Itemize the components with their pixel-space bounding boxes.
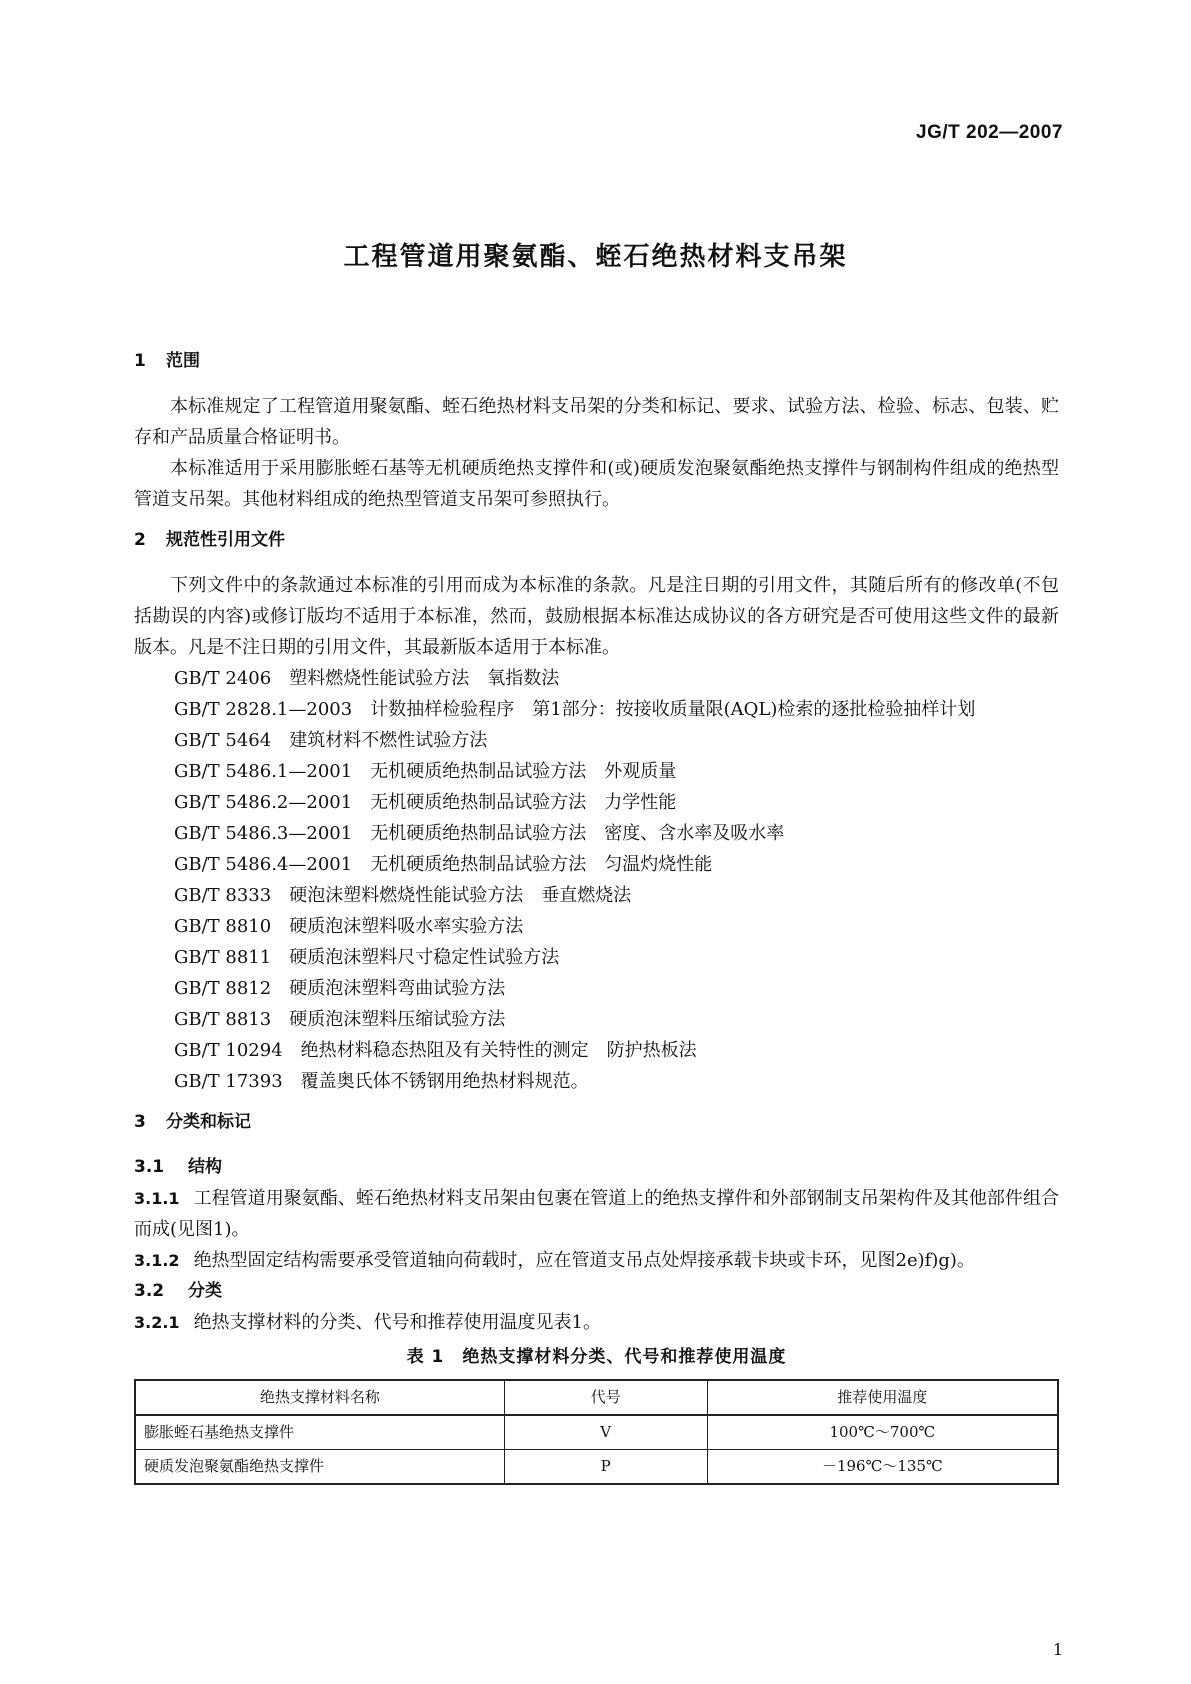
reference-title: 建筑材料不燃性试验方法	[289, 730, 488, 751]
page-number: 1	[1052, 1640, 1063, 1659]
section-title: 范围	[166, 351, 200, 371]
clause-text: 绝热支撑材料的分类、代号和推荐使用温度见表1。	[193, 1312, 602, 1333]
table-cell: 硬质发泡聚氨酯绝热支撑件	[135, 1450, 504, 1485]
reference-code: GB/T 10294	[174, 1040, 283, 1061]
reference-item	[134, 849, 1059, 880]
reference-item	[134, 787, 1059, 818]
clause-number: 3.2.1	[134, 1313, 180, 1332]
table-1	[134, 1379, 1059, 1485]
table-cell: －196℃～135℃	[707, 1450, 1058, 1485]
reference-code: GB/T 2828.1—2003	[174, 699, 353, 720]
clause-number: 3.1.2	[134, 1251, 180, 1270]
subsection-title: 分类	[188, 1281, 222, 1301]
reference-code: GB/T 8811	[174, 947, 272, 968]
document-body	[134, 346, 1059, 1485]
reference-item	[134, 1004, 1059, 1035]
reference-code: GB/T 8810	[174, 916, 272, 937]
reference-code: GB/T 8812	[174, 978, 272, 999]
scope-paragraph-2: 本标准适用于采用膨胀蛭石基等无机硬质绝热支撑件和(或)硬质发泡聚氨酯绝热支撑件与钢制构件组成的绝热型管道支吊架。其他材料组成的绝热型管道支吊架可参照执行。	[134, 458, 1059, 510]
clause-text: 绝热型固定结构需要承受管道轴向荷载时，应在管道支吊点处焊接承载卡块或卡环，见图2e)f)g)。	[193, 1250, 975, 1271]
reference-title: 塑料燃烧性能试验方法	[289, 668, 470, 689]
reference-title: 硬质泡沫塑料压缩试验方法	[289, 1009, 506, 1030]
reference-subtitle: 氧指数法	[487, 668, 560, 689]
table-header-row	[135, 1380, 1058, 1415]
reference-list	[134, 663, 1059, 1097]
reference-item	[134, 818, 1059, 849]
section-title: 分类和标记	[166, 1112, 251, 1132]
reference-code: GB/T 8333	[174, 885, 272, 906]
reference-code: GB/T 5486.4—2001	[174, 854, 353, 875]
reference-title: 无机硬质绝热制品试验方法	[370, 854, 587, 875]
reference-title: 无机硬质绝热制品试验方法	[370, 761, 587, 782]
reference-code: GB/T 5486.2—2001	[174, 792, 353, 813]
reference-item	[134, 973, 1059, 1004]
reference-code: GB/T 8813	[174, 1009, 272, 1030]
reference-title: 计数抽样检验程序	[370, 699, 515, 720]
reference-title: 覆盖奥氏体不锈钢用绝热材料规范。	[300, 1071, 589, 1092]
reference-subtitle: 第1部分：按接收质量限(AQL)检索的逐批检验抽样计划	[532, 699, 976, 720]
reference-subtitle: 垂直燃烧法	[541, 885, 632, 906]
reference-subtitle: 防护热板法	[606, 1040, 697, 1061]
reference-code: GB/T 5486.1—2001	[174, 761, 353, 782]
reference-code: GB/T 17393	[174, 1071, 283, 1092]
reference-subtitle: 外观质量	[604, 761, 677, 782]
table-cell: V	[504, 1415, 707, 1450]
table-1-caption: 表 1 绝热支撑材料分类、代号和推荐使用温度	[406, 1347, 787, 1367]
clause-number: 3.1.1	[134, 1189, 180, 1208]
reference-title: 硬泡沫塑料燃烧性能试验方法	[289, 885, 524, 906]
clause-3-1-2	[134, 1245, 1059, 1276]
subsection-title: 结构	[188, 1157, 222, 1177]
table-cell: 100℃～700℃	[707, 1415, 1058, 1450]
reference-title: 硬质泡沫塑料弯曲试验方法	[289, 978, 506, 999]
reference-item	[134, 1035, 1059, 1066]
reference-subtitle: 力学性能	[604, 792, 677, 813]
table-header-cell: 绝热支撑材料名称	[135, 1380, 504, 1415]
clause-3-2-1	[134, 1307, 1059, 1338]
subsection-3-1-heading	[134, 1152, 1059, 1183]
reference-title: 无机硬质绝热制品试验方法	[370, 792, 587, 813]
section-number: 2	[134, 530, 146, 550]
table-cell: P	[504, 1450, 707, 1485]
table-cell: 膨胀蛭石基绝热支撑件	[135, 1415, 504, 1450]
section-2-heading	[134, 525, 1059, 556]
section-number: 1	[134, 351, 146, 371]
reference-item	[134, 663, 1059, 694]
reference-title: 硬质泡沫塑料尺寸稳定性试验方法	[289, 947, 560, 968]
reference-subtitle: 密度、含水率及吸水率	[604, 823, 785, 844]
document-title: 工程管道用聚氨酯、蛭石绝热材料支吊架	[343, 242, 848, 272]
standard-code: JG/T 202—2007	[916, 122, 1063, 143]
clause-3-1-1	[134, 1183, 1059, 1245]
table-header-cell: 代号	[504, 1380, 707, 1415]
section-3-heading	[134, 1107, 1059, 1138]
reference-title: 无机硬质绝热制品试验方法	[370, 823, 587, 844]
reference-item	[134, 942, 1059, 973]
reference-title: 硬质泡沫塑料吸水率实验方法	[289, 916, 524, 937]
subsection-3-2-heading	[134, 1276, 1059, 1307]
table-header-cell: 推荐使用温度	[707, 1380, 1058, 1415]
subsection-number: 3.2	[134, 1281, 165, 1301]
clause-text: 工程管道用聚氨酯、蛭石绝热材料支吊架由包裹在管道上的绝热支撑件和外部钢制支吊架构件及其他部件组合而成(见图1)。	[134, 1188, 1059, 1240]
reference-item	[134, 1066, 1059, 1097]
reference-item	[134, 756, 1059, 787]
subsection-number: 3.1	[134, 1157, 165, 1177]
reference-title: 绝热材料稳态热阻及有关特性的测定	[300, 1040, 589, 1061]
reference-item	[134, 911, 1059, 942]
reference-item	[134, 880, 1059, 911]
reference-code: GB/T 5486.3—2001	[174, 823, 353, 844]
section-title: 规范性引用文件	[166, 530, 285, 550]
scope-paragraph-1: 本标准规定了工程管道用聚氨酯、蛭石绝热材料支吊架的分类和标记、要求、试验方法、检验、标志、包装、贮存和产品质量合格证明书。	[134, 396, 1059, 448]
references-intro: 下列文件中的条款通过本标准的引用而成为本标准的条款。凡是注日期的引用文件，其随后所有的修改单(不包括勘误的内容)或修订版均不适用于本标准，然而，鼓励根据本标准达成协议的各方研究是否可使用这些文件的最新版本。凡是不注日期的引用文件，其最新版本适用于本标准。	[134, 575, 1059, 658]
section-1-heading	[134, 346, 1059, 377]
reference-subtitle: 匀温灼烧性能	[604, 854, 713, 875]
table-row	[135, 1450, 1058, 1485]
table-row	[135, 1415, 1058, 1450]
reference-item	[134, 694, 1059, 725]
reference-code: GB/T 5464	[174, 730, 272, 751]
section-number: 3	[134, 1112, 146, 1132]
reference-item	[134, 725, 1059, 756]
reference-code: GB/T 2406	[174, 668, 272, 689]
